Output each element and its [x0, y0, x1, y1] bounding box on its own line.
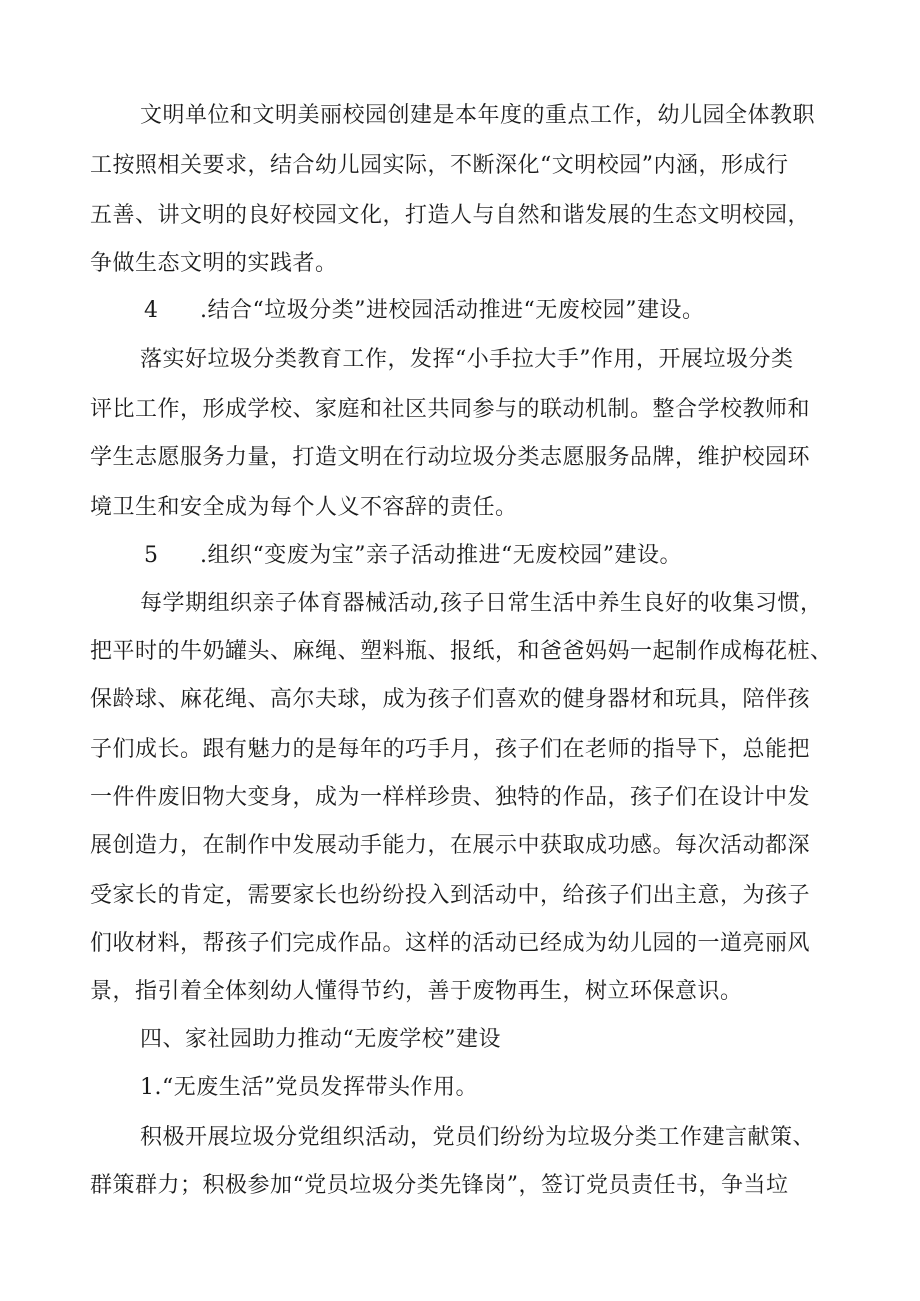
- paragraph-line: 群策群力；积极参加“党员垃圾分类先锋岗”，签订党员责任书，争当垃: [90, 1173, 789, 1198]
- paragraph-line: 工按照相关要求，结合幼儿园实际，不断深化“文明校园”内涵，形成行: [90, 153, 789, 178]
- paragraph-line: 文明单位和文明美丽校园创建是本年度的重点工作，幼儿园全体教职: [140, 103, 816, 128]
- paragraph-line: 积极开展垃圾分党组织活动，党员们纷纷为垃圾分类工作建言献策、: [140, 1125, 816, 1150]
- paragraph-line: 景，指引着全体刻幼人懂得节约，善于废物再生，树立环保意识。: [90, 979, 743, 1004]
- paragraph-line: 每学期组织亲子体育器械活动,孩子日常生活中养生良好的收集习惯，: [140, 591, 823, 616]
- section-heading: .结合“垃圾分类”进校园活动推进“无废校园”建设。: [200, 298, 705, 323]
- section-number: 4: [144, 298, 158, 323]
- section-number: 5: [144, 543, 158, 568]
- paragraph-line: 把平时的牛奶罐头、麻绳、塑料瓶、报纸，和爸爸妈妈一起制作成梅花桩、: [90, 639, 833, 664]
- paragraph-line: 争做生态文明的实践者。: [90, 251, 338, 276]
- section-heading: .组织“变废为宝”亲子活动推进“无废校园”建设。: [200, 543, 682, 568]
- paragraph-line: 落实好垃圾分类教育工作，发挥“小手拉大手”作用，开展垃圾分类: [140, 347, 794, 372]
- paragraph-line: 境卫生和安全成为每个人义不容辞的责任。: [90, 495, 518, 520]
- paragraph-line: 一件件废旧物大变身，成为一样样珍贵、独特的作品，孩子们在设计中发: [90, 785, 811, 810]
- paragraph-line: 评比工作，形成学校、家庭和社区共同参与的联动机制。整合学校教师和: [90, 397, 811, 422]
- section-title: 四、家社园助力推动“无废学校”建设: [140, 1027, 501, 1052]
- paragraph-line: 展创造力，在制作中发展动手能力，在展示中获取成功感。每次活动都深: [90, 833, 811, 858]
- paragraph-line: 子们成长。跟有魅力的是每年的巧手月，孩子们在老师的指导下，总能把: [90, 737, 811, 762]
- paragraph-line: 五善、讲文明的良好校园文化，打造人与自然和谐发展的生态文明校园，: [90, 203, 811, 228]
- paragraph-line: 学生志愿服务力量，打造文明在行动垃圾分类志愿服务品牌，维护校园环: [90, 445, 811, 470]
- paragraph-line: 保龄球、麻花绳、高尔夫球，成为孩子们喜欢的健身器材和玩具，陪伴孩: [90, 687, 811, 712]
- paragraph-line: 们收材料，帮孩子们完成作品。这样的活动已经成为幼儿园的一道亮丽风: [90, 931, 811, 956]
- paragraph-line: 受家长的肯定，需要家长也纷纷投入到活动中，给孩子们出主意，为孩子: [90, 883, 811, 908]
- subsection-title: 1.“无废生活”党员发挥带头作用。: [140, 1075, 478, 1100]
